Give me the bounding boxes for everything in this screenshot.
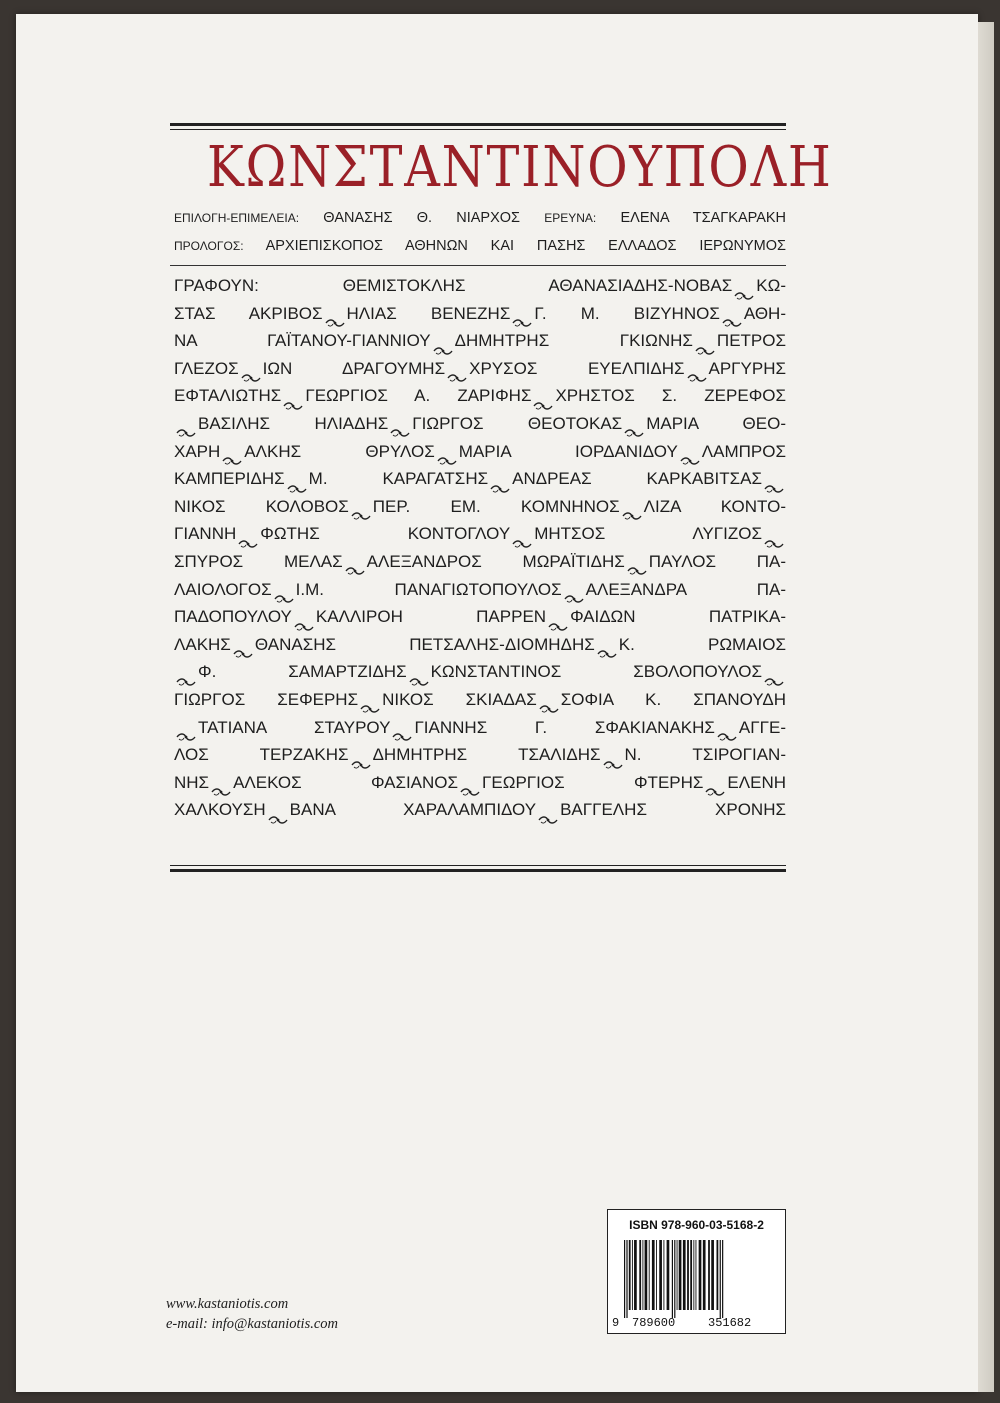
isbn-digits-right: 351682: [708, 1316, 752, 1330]
writers-line: [174, 410, 786, 438]
writer-name: Ι.Μ. ΠΑΝΑΓΙΩΤΟΠΟΥΛΟΣ: [295, 579, 562, 599]
writer-name: ΕΛΕΝΗ: [727, 772, 786, 792]
writers-line: [174, 465, 786, 493]
writers-line: [174, 272, 786, 300]
writer-name: ΑΛΕΞΑΝΔΡΑ ΠΑ-: [585, 579, 787, 599]
credits-divider: [170, 265, 786, 266]
swirl-ornament-icon: [548, 613, 568, 623]
swirl-ornament-icon: [268, 806, 288, 816]
barcode-bar: [699, 1240, 702, 1310]
writer-name: Κ. ΡΩΜΑΙΟΣ: [618, 634, 786, 654]
writers-line: [174, 548, 786, 576]
writer-name: Φ. ΣΑΜΑΡΤΖΙΔΗΣ: [198, 662, 407, 682]
publisher-email[interactable]: e-mail: info@kastaniotis.com: [166, 1316, 339, 1332]
writer-name: ΣΤΑΣ ΑΚΡΙΒΟΣ: [174, 303, 323, 323]
barcode-bar: [690, 1240, 692, 1310]
writer-name: ΝΑ ΓΑΪΤΑΝΟΥ-ΓΙΑΝΝΙΟΥ: [174, 331, 431, 351]
writer-name: ΛΑΜΠΡΟΣ: [701, 441, 786, 461]
swirl-ornament-icon: [680, 447, 700, 457]
barcode-bar: [683, 1240, 686, 1310]
writer-name: ΠΑΔΟΠΟΥΛΟΥ: [174, 607, 292, 627]
selection-label: ΕΠΙΛΟΓΗ-ΕΠΙΜΕΛΕΙΑ:: [174, 211, 300, 225]
writer-name: ΝΗΣ: [174, 772, 210, 792]
isbn-digit-first: 9: [612, 1316, 620, 1330]
swirl-ornament-icon: [238, 530, 258, 540]
swirl-ornament-icon: [325, 309, 345, 319]
writer-name: ΝΙΚΟΣ ΣΚΙΑΔΑΣ: [382, 689, 537, 709]
writer-name: Γ. Μ. ΒΙΖΥΗΝΟΣ: [534, 303, 720, 323]
writers-line: [174, 576, 786, 604]
barcode-bar: [674, 1240, 675, 1318]
writer-name: ΓΕΩΡΓΙΟΣ ΦΤΕΡΗΣ: [482, 772, 704, 792]
bottom-double-rule: [170, 865, 786, 872]
book-title: ΚΩΝΣΤΑΝΤΙΝΟΥΠΟΛΗ: [206, 135, 833, 200]
writer-name: ΒΑΣΙΛΗΣ ΗΛΙΑΔΗΣ: [198, 413, 389, 433]
writer-name: ΒΑΓΓΕΛΗΣ ΧΡΟΝΗΣ: [560, 800, 786, 820]
writer-name: ΑΛΕΚΟΣ ΦΑΣΙΑΝΟΣ: [233, 772, 459, 792]
swirl-ornament-icon: [687, 364, 707, 374]
writer-name: ΦΑΙΔΩΝ ΠΑΤΡΙΚΑ-: [570, 607, 786, 627]
swirl-ornament-icon: [603, 751, 623, 761]
barcode-bar: [672, 1240, 673, 1318]
swirl-ornament-icon: [538, 806, 558, 816]
barcode-bar: [679, 1240, 682, 1310]
barcode-bar: [708, 1240, 710, 1310]
swirl-ornament-icon: [274, 585, 294, 595]
swirl-ornament-icon: [512, 530, 532, 540]
writer-name: ΜΗΤΣΟΣ ΛΥΓΙΖΟΣ: [534, 524, 762, 544]
barcode-bar: [667, 1240, 670, 1310]
swirl-ornament-icon: [764, 530, 784, 540]
barcode-bar: [659, 1240, 662, 1310]
swirl-ornament-icon: [294, 613, 314, 623]
page-edge: [978, 22, 994, 1392]
swirl-ornament-icon: [211, 778, 231, 788]
writer-name: ΣΟΦΙΑ Κ. ΣΠΑΝΟΥΔΗ: [560, 689, 786, 709]
barcode-bar: [656, 1240, 657, 1310]
selection-name: ΘΑΝΑΣΗΣ Θ. ΝΙΑΡΧΟΣ: [323, 210, 521, 226]
writers-line: [174, 631, 786, 659]
writer-name: ΓΙΩΡΓΟΣ ΘΕΟΤΟΚΑΣ: [412, 413, 623, 433]
writer-name: ΙΩΝ ΔΡΑΓΟΥΜΗΣ: [262, 358, 446, 378]
top-double-rule: [170, 123, 786, 130]
writers-line: [174, 769, 786, 797]
writer-name: ΜΑΡΙΑ ΘΕΟ-: [646, 413, 786, 433]
barcode-bar: [687, 1240, 689, 1310]
barcode-bar: [634, 1240, 637, 1310]
writer-name: ΧΡΗΣΤΟΣ Σ. ΖΕΡΕΦΟΣ: [555, 386, 786, 406]
writer-name: ΛΑΙΟΛΟΓΟΣ: [174, 579, 272, 599]
swirl-ornament-icon: [460, 778, 480, 788]
swirl-ornament-icon: [734, 282, 754, 292]
writer-name: ΦΩΤΗΣ ΚΟΝΤΟΓΛΟΥ: [260, 524, 511, 544]
writers-line: [174, 438, 786, 466]
swirl-ornament-icon: [433, 337, 453, 347]
prologue-name: ΑΡΧΙΕΠΙΣΚΟΠΟΣ ΑΘΗΝΩΝ ΚΑΙ ΠΑΣΗΣ ΕΛΛΑΔΟΣ ΙΕΡΩΝΥΜΟΣ: [265, 238, 786, 254]
barcode-bar: [693, 1240, 694, 1310]
barcode-bar: [720, 1240, 721, 1318]
writer-name: ΧΡΥΣΟΣ ΕΥΕΛΠΙΔΗΣ: [469, 358, 685, 378]
writers-line: [174, 686, 786, 714]
swirl-ornament-icon: [176, 723, 196, 733]
barcode-bar: [645, 1240, 648, 1310]
writers-line: [174, 520, 786, 548]
writers-line: [174, 714, 786, 742]
writers-line: [174, 658, 786, 686]
swirl-ornament-icon: [490, 475, 510, 485]
swirl-ornament-icon: [390, 419, 410, 429]
writer-name: ΔΗΜΗΤΡΗΣ ΤΣΑΛΙΔΗΣ: [372, 745, 601, 765]
swirl-ornament-icon: [283, 392, 303, 402]
writer-name: ΓΙΩΡΓΟΣ ΣΕΦΕΡΗΣ: [174, 689, 359, 709]
isbn-label: ISBN 978-960-03-5168-2: [629, 1218, 764, 1232]
swirl-ornament-icon: [717, 723, 737, 733]
swirl-ornament-icon: [564, 585, 584, 595]
barcode-bar: [677, 1240, 678, 1310]
swirl-ornament-icon: [233, 640, 253, 650]
swirl-ornament-icon: [764, 475, 784, 485]
writer-name: ΠΕΡ. ΕΜ. ΚΟΜΝΗΝΟΣ: [372, 496, 620, 516]
swirl-ornament-icon: [437, 447, 457, 457]
barcode-bar: [696, 1240, 697, 1310]
prologue-label: ΠΡΟΛΟΓΟΣ:: [174, 239, 244, 253]
barcode-bar: [663, 1240, 664, 1310]
barcode-bar: [711, 1240, 714, 1310]
writer-name: ΑΡΓΥΡΗΣ: [708, 358, 787, 378]
writer-name: ΓΡΑΦΟΥΝ: ΘΕΜΙΣΤΟΚΛΗΣ ΑΘΑΝΑΣΙΑΔΗΣ-ΝΟΒΑΣ: [174, 276, 733, 295]
swirl-ornament-icon: [695, 337, 715, 347]
prologue-credit: [174, 238, 786, 254]
swirl-ornament-icon: [512, 309, 532, 319]
writer-name: ΛΟΣ ΤΕΡΖΑΚΗΣ: [174, 745, 349, 765]
writer-name: ΣΠΥΡΟΣ ΜΕΛΑΣ: [174, 551, 343, 571]
writer-name: ΔΗΜΗΤΡΗΣ ΓΚΙΩΝΗΣ: [454, 331, 693, 351]
swirl-ornament-icon: [597, 640, 617, 650]
writer-name: ΑΛΚΗΣ ΘΡΥΛΟΣ: [244, 441, 435, 461]
writer-name: ΝΙΚΟΣ ΚΟΛΟΒΟΣ: [174, 496, 349, 516]
publisher-contacts: [166, 1294, 338, 1334]
swirl-ornament-icon: [287, 475, 307, 485]
barcode-bar: [649, 1240, 650, 1310]
writer-name: ΑΝΔΡΕΑΣ ΚΑΡΚΑΒΙΤΣΑΣ: [512, 469, 762, 489]
swirl-ornament-icon: [624, 419, 644, 429]
writer-name: ΑΛΕΞΑΝΔΡΟΣ ΜΩΡΑΪΤΙΔΗΣ: [366, 551, 625, 571]
writer-name: ΤΑΤΙΑΝΑ ΣΤΑΥΡΟΥ: [198, 717, 391, 737]
writer-name: ΓΙΑΝΝΗ: [174, 524, 237, 544]
swirl-ornament-icon: [176, 668, 196, 678]
barcode-bar: [624, 1240, 625, 1318]
writer-name: ΜΑΡΙΑ ΙΟΡΔΑΝΙΔΟΥ: [458, 441, 678, 461]
swirl-ornament-icon: [705, 778, 725, 788]
swirl-ornament-icon: [351, 751, 371, 761]
writers-list: [174, 272, 786, 824]
swirl-ornament-icon: [222, 447, 242, 457]
writer-name: ΚΑΛΛΙΡΟΗ ΠΑΡΡΕΝ: [315, 607, 547, 627]
writers-line: [174, 741, 786, 769]
swirl-ornament-icon: [622, 502, 642, 512]
writers-line: [174, 493, 786, 521]
writer-name: ΓΙΑΝΝΗΣ Γ. ΣΦΑΚΙΑΝΑΚΗΣ: [414, 717, 715, 737]
swirl-ornament-icon: [409, 668, 429, 678]
swirl-ornament-icon: [533, 392, 553, 402]
swirl-ornament-icon: [351, 502, 371, 512]
barcode-bar: [652, 1240, 655, 1310]
barcode-bar: [717, 1240, 719, 1310]
barcode-bar: [629, 1240, 631, 1310]
swirl-ornament-icon: [627, 557, 647, 567]
barcode-bar: [703, 1240, 706, 1310]
swirl-ornament-icon: [360, 695, 380, 705]
swirl-ornament-icon: [447, 364, 467, 374]
writer-name: ΘΑΝΑΣΗΣ ΠΕΤΣΑΛΗΣ-ΔΙΟΜΗΔΗΣ: [254, 634, 595, 654]
barcode-bar: [642, 1240, 643, 1310]
swirl-ornament-icon: [722, 309, 742, 319]
publisher-website[interactable]: www.kastaniotis.com: [166, 1296, 289, 1312]
writer-name: ΚΩ-: [756, 276, 786, 295]
writer-name: Μ. ΚΑΡΑΓΑΤΣΗΣ: [308, 469, 489, 489]
writers-line: [174, 355, 786, 383]
writer-name: ΧΑΛΚΟΥΣΗ: [174, 800, 266, 820]
barcode-bar: [632, 1240, 633, 1310]
writer-name: ΛΑΚΗΣ: [174, 634, 231, 654]
writer-name: ΑΓΓΕ-: [738, 717, 786, 737]
research-name: ΕΛΕΝΑ ΤΣΑΓΚΑΡΑΚΗ: [620, 210, 787, 226]
swirl-ornament-icon: [764, 668, 784, 678]
writers-line: [174, 327, 786, 355]
writer-name: ΗΛΙΑΣ ΒΕΝΕΖΗΣ: [346, 303, 511, 323]
writer-name: ΑΘΗ-: [743, 303, 786, 323]
writers-line: [174, 300, 786, 328]
writer-name: ΧΑΡΗ: [174, 441, 221, 461]
swirl-ornament-icon: [176, 419, 196, 429]
barcode-bar: [639, 1240, 641, 1310]
editor-credit: [174, 210, 786, 226]
swirl-ornament-icon: [392, 723, 412, 733]
writer-name: ΛΙΖΑ ΚΟΝΤΟ-: [643, 496, 787, 516]
swirl-ornament-icon: [345, 557, 365, 567]
barcode-bar: [626, 1240, 627, 1318]
barcode: [622, 1240, 772, 1318]
writer-name: ΚΑΜΠΕΡΙΔΗΣ: [174, 469, 285, 489]
writer-name: ΓΕΩΡΓΙΟΣ Α. ΖΑΡΙΦΗΣ: [305, 386, 532, 406]
writers-line: [174, 382, 786, 410]
writer-name: Ν. ΤΣΙΡΟΓΙΑΝ-: [624, 745, 786, 765]
swirl-ornament-icon: [241, 364, 261, 374]
research-label: ΕΡΕΥΝΑ:: [544, 211, 597, 225]
writer-name: ΓΛΕΖΟΣ: [174, 358, 239, 378]
writer-name: ΠΕΤΡΟΣ: [716, 331, 786, 351]
swirl-ornament-icon: [539, 695, 559, 705]
writer-name: ΚΩΝΣΤΑΝΤΙΝΟΣ ΣΒΟΛΟΠΟΥΛΟΣ: [430, 662, 762, 682]
writers-line: [174, 796, 786, 824]
isbn-digits-left: 789600: [632, 1316, 676, 1330]
writer-name: ΕΦΤΑΛΙΩΤΗΣ: [174, 386, 282, 406]
barcode-bar: [722, 1240, 723, 1318]
writer-name: ΠΑΥΛΟΣ ΠΑ-: [648, 551, 786, 571]
writer-name: ΒΑΝΑ ΧΑΡΑΛΑΜΠΙΔΟΥ: [289, 800, 537, 820]
writers-line: [174, 603, 786, 631]
isbn-barcode-box: [607, 1209, 786, 1334]
